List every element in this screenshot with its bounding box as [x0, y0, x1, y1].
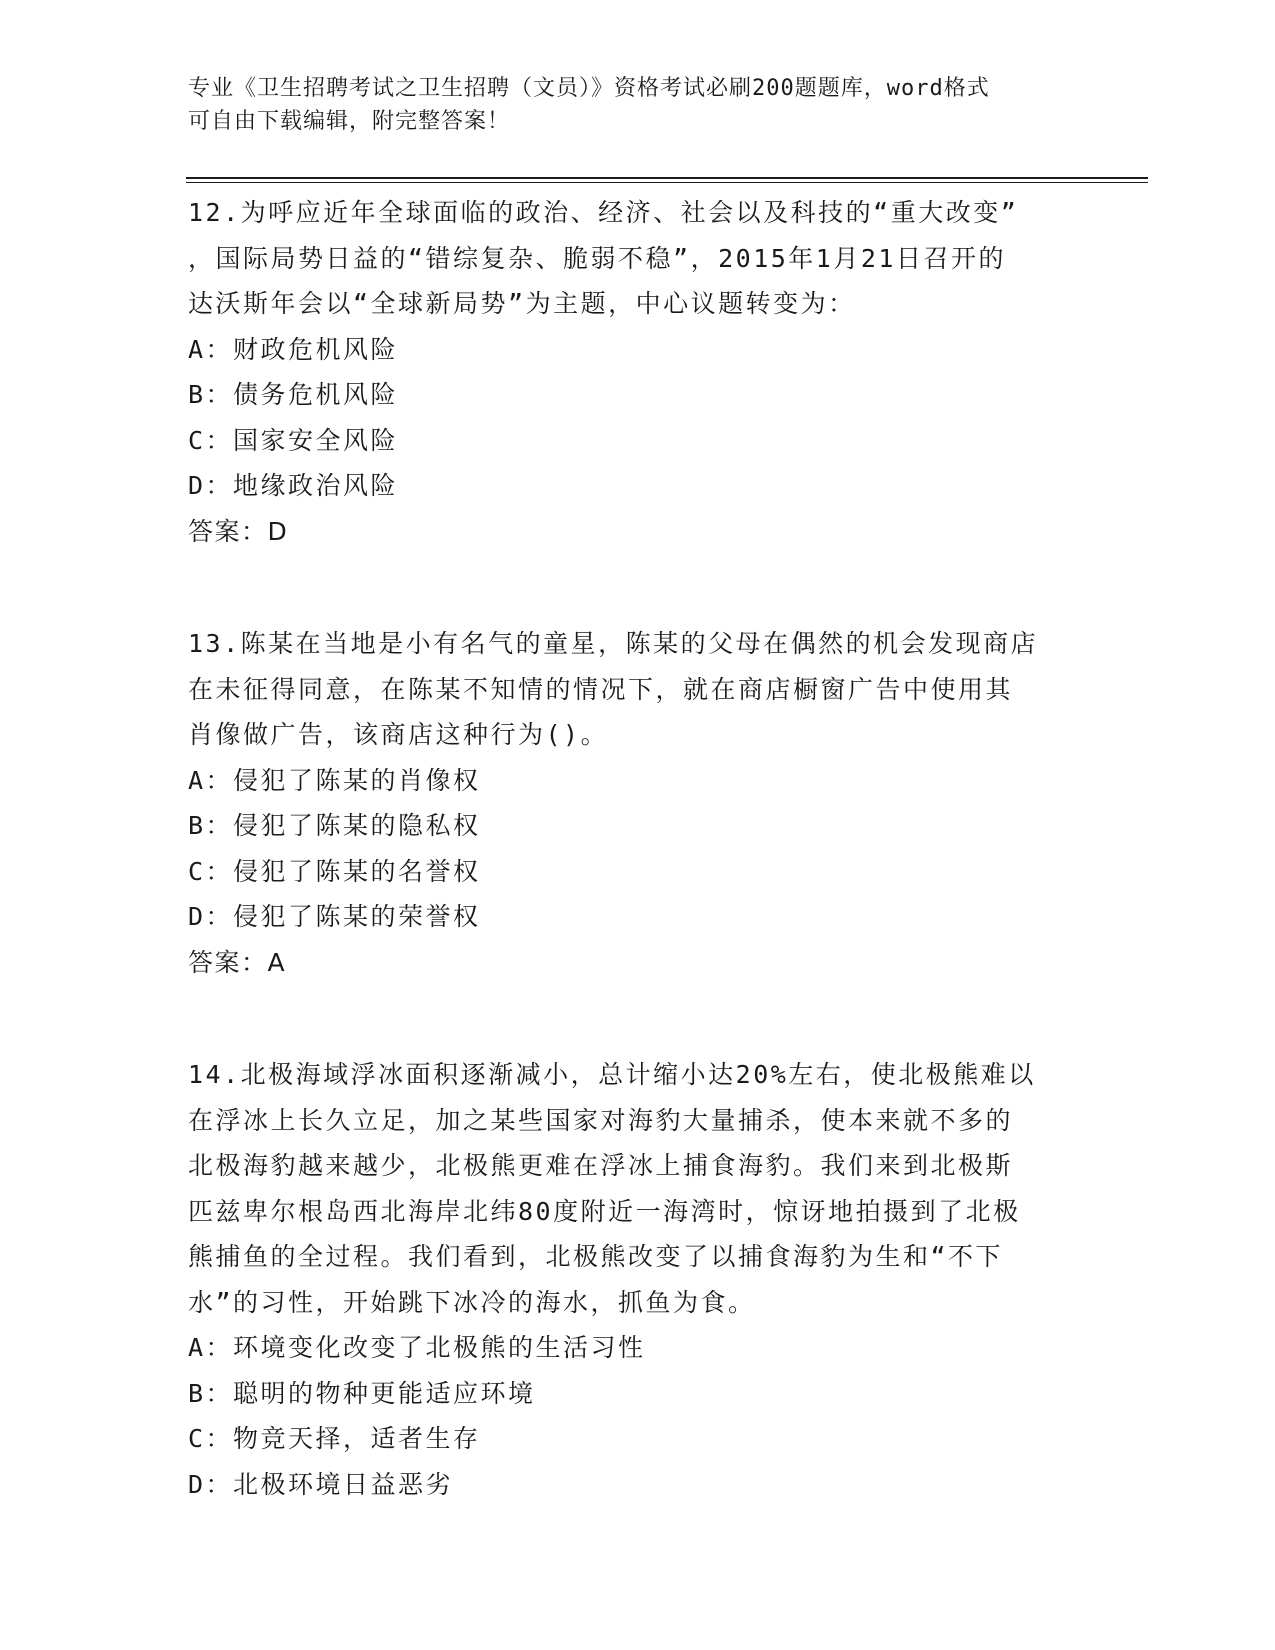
question-list — [188, 190, 1088, 1507]
question-text-line: 水”的习性，开始跳下冰冷的海水，抓鱼为食。 — [188, 1287, 756, 1317]
option-b: B：债务危机风险 — [188, 380, 399, 409]
header-line-2: 可自由下载编辑，附完整答案！ — [188, 109, 511, 134]
option-a: A：环境变化改变了北极熊的生活习性 — [188, 1333, 646, 1362]
option-d: D：地缘政治风险 — [188, 471, 399, 500]
question-text-line: 在未征得同意，在陈某不知情的情况下，就在商店橱窗广告中使用其 — [188, 674, 1014, 704]
header-divider — [186, 177, 1148, 179]
question-text-line: 达沃斯年会以“全球新局势”为主题，中心议题转变为： — [188, 289, 856, 318]
option-a: A：侵犯了陈某的肖像权 — [188, 765, 481, 795]
answer: 答案：D — [188, 516, 289, 546]
option-c: C：物竞天择，适者生存 — [188, 1424, 481, 1453]
question-text-line: 熊捕鱼的全过程。我们看到，北极熊改变了以捕食海豹为生和“不下 — [188, 1242, 1004, 1271]
question-text-line: ，国际局势日益的“错综复杂、脆弱不稳”，2015年1月21日召开的 — [188, 243, 1006, 273]
option-d: D：侵犯了陈某的荣誉权 — [188, 902, 481, 931]
header-line-1: 专业《卫生招聘考试之卫生招聘（文员）》资格考试必刷200题题库，word格式 — [188, 76, 990, 101]
question-text-line: 在浮冰上长久立足，加之某些国家对海豹大量捕杀，使本来就不多的 — [188, 1105, 1014, 1135]
question-14 — [188, 1052, 1088, 1507]
question-text-line: 肖像做广告，该商店这种行为()。 — [188, 720, 609, 749]
option-c: C：国家安全风险 — [188, 425, 399, 455]
question-spacer — [188, 554, 1088, 621]
question-12 — [188, 190, 1088, 554]
option-c: C：侵犯了陈某的名誉权 — [188, 856, 481, 886]
option-b: B：聪明的物种更能适应环境 — [188, 1378, 536, 1408]
document-header — [188, 72, 1068, 138]
header-divider-thin — [186, 182, 1148, 183]
question-text-line: 北极海豹越来越少，北极熊更难在浮冰上捕食海豹。我们来到北极斯 — [188, 1151, 1014, 1180]
question-text-line: 匹兹卑尔根岛西北海岸北纬80度附近一海湾时，惊讶地拍摄到了北极 — [188, 1196, 1021, 1226]
option-b: B：侵犯了陈某的隐私权 — [188, 811, 481, 840]
question-13 — [188, 621, 1088, 985]
question-spacer — [188, 985, 1088, 1052]
question-text-line: 12.为呼应近年全球面临的政治、经济、社会以及科技的“重大改变” — [188, 198, 1019, 227]
question-text-line: 14.北极海域浮冰面积逐渐减小，总计缩小达20%左右，使北极熊难以 — [188, 1060, 1036, 1089]
question-text-line: 13.陈某在当地是小有名气的童星，陈某的父母在偶然的机会发现商店 — [188, 629, 1039, 658]
option-d: D：北极环境日益恶劣 — [188, 1469, 454, 1499]
answer: 答案：A — [188, 947, 287, 977]
option-a: A：财政危机风险 — [188, 334, 399, 364]
